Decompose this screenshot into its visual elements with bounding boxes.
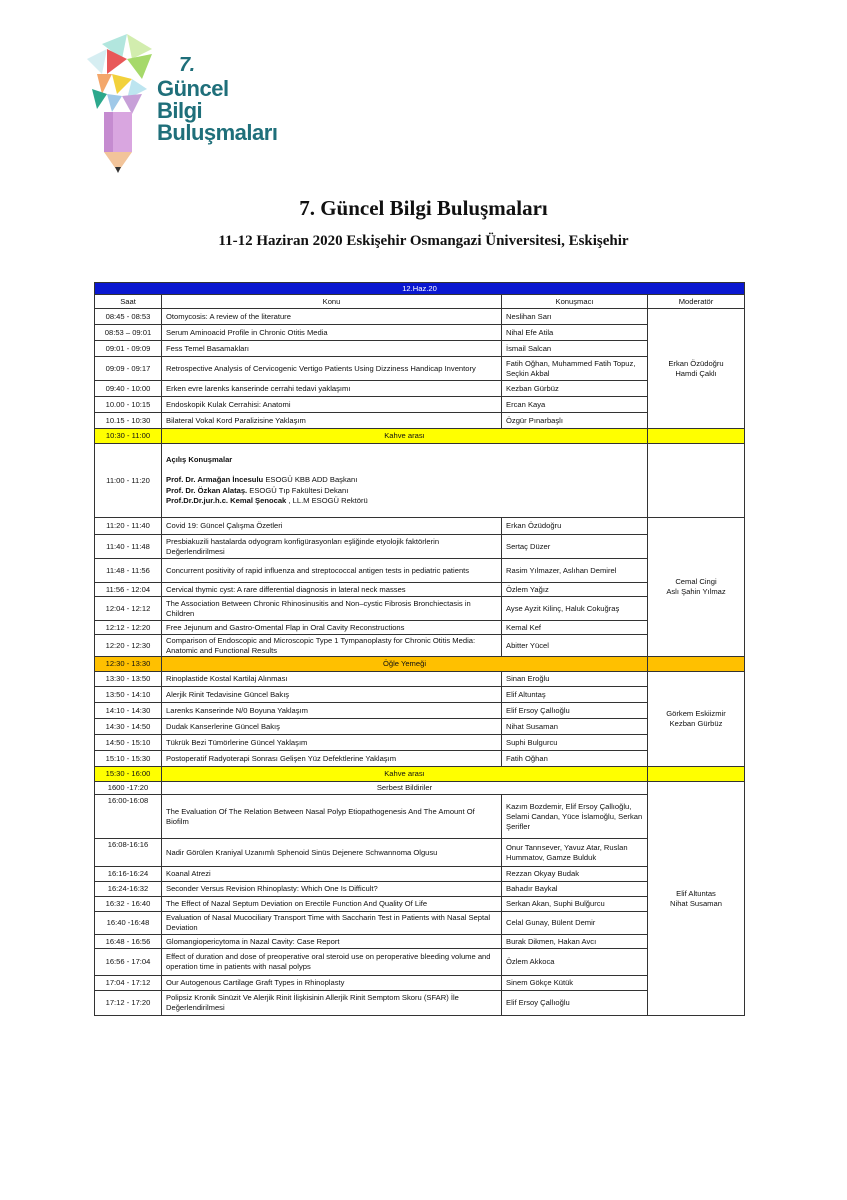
table-row xyxy=(95,897,745,912)
topic-cell: Dudak Kanserlerine Güncel Bakış xyxy=(162,719,502,735)
time-cell: 08:53 – 09:01 xyxy=(95,325,162,341)
time-cell: 16:08-16:16 xyxy=(95,839,162,867)
moderator-name: Görkem Eskiizmir xyxy=(666,709,726,718)
opening-speaker-name: Prof. Dr. Özkan Alataş. xyxy=(166,485,248,495)
topic-cell: Comparison of Endoscopic and Microscopic Type 1 Tympanoplasty for Chronic Otitis Media: Anatomic and Functional Results xyxy=(162,635,502,657)
time-cell: 16:00-16:08 xyxy=(95,795,162,839)
topic-cell: Concurrent positivity of rapid influenza and streptococcal antigen tests in pediatric patients xyxy=(162,559,502,583)
pencil-logo-icon xyxy=(82,34,162,174)
date-header-row xyxy=(95,283,745,295)
time-cell: 11:56 - 12:04 xyxy=(95,583,162,597)
speaker-cell: Suphi Bulgurcu xyxy=(502,735,648,751)
logo-number: 7. xyxy=(179,54,195,76)
speaker-cell: Sertaç Düzer xyxy=(502,535,648,559)
time-cell: 11:00 - 11:20 xyxy=(95,444,162,518)
table-row xyxy=(95,381,745,397)
table-row xyxy=(95,341,745,357)
topic-cell: Cervical thymic cyst: A rare differential diagnosis in lateral neck masses xyxy=(162,583,502,597)
time-cell: 16:24-16:32 xyxy=(95,882,162,897)
opening-speaker-name: Prof. Dr. Armağan İncesulu xyxy=(166,475,264,484)
break-row xyxy=(95,767,745,782)
topic-cell: Free Jejunum and Gastro-Omental Flap in Oral Cavity Reconstructions xyxy=(162,621,502,635)
time-cell: 12:20 - 12:30 xyxy=(95,635,162,657)
topic-cell: Rinoplastide Kostal Kartilaj Alınması xyxy=(162,672,502,687)
moderator-name: Erkan Özüdoğru xyxy=(668,358,724,368)
time-cell: 17:04 - 17:12 xyxy=(95,976,162,991)
time-cell: 12:04 - 12:12 xyxy=(95,597,162,621)
topic-cell: Polipsiz Kronik Sinüzit Ve Alerjik Rinit İlişkisinin Allerjik Rinit Semptom Skoru (SFAR) İle Değerlendirilmesi xyxy=(162,991,502,1016)
table-row xyxy=(95,397,745,413)
speaker-cell: Rasim Yılmazer, Aslıhan Demirel xyxy=(502,559,648,583)
topic-cell: Serum Aminoacid Profile in Chronic Otitis Media xyxy=(162,325,502,341)
time-cell: 09:09 - 09:17 xyxy=(95,357,162,381)
table-row xyxy=(95,751,745,767)
page-title: 7. Güncel Bilgi Buluşmaları xyxy=(299,196,548,220)
topic-cell: The Effect of Nazal Septum Deviation on Erectile Function And Quality Of Life xyxy=(162,897,502,912)
opening-speaker-name: Prof.Dr.Dr.jur.h.c. Kemal Şenocak xyxy=(166,496,287,505)
time-cell: 14:50 - 15:10 xyxy=(95,735,162,751)
time-cell: 09:40 - 10:00 xyxy=(95,381,162,397)
column-header: Konu xyxy=(162,295,502,309)
topic-cell: Seconder Versus Revision Rhinoplasty: Which One Is Difficult? xyxy=(162,882,502,897)
speaker-cell: Abitter Yücel xyxy=(502,635,648,657)
logo-line: Güncel xyxy=(157,76,229,101)
speaker-cell: Sinan Eroğlu xyxy=(502,672,648,687)
speaker-cell: Onur Tanrısever, Yavuz Atar, Ruslan Hummatov, Gamze Bulduk xyxy=(502,839,648,867)
speaker-cell: Fatih Oğhan, Muhammed Fatih Topuz, Seçkin Akbal xyxy=(502,357,648,381)
opening-speaker-role: ESOGÜ Tıp Fakültesi Dekanı xyxy=(249,485,349,495)
table-row xyxy=(95,935,745,949)
logo-line: Bilgi xyxy=(157,98,203,123)
free-papers-label: Serbest Bildiriler xyxy=(162,782,648,795)
program-table xyxy=(94,282,745,1016)
table-row xyxy=(95,949,745,976)
opening-speaker xyxy=(166,496,643,507)
time-cell: 15:10 - 15:30 xyxy=(95,751,162,767)
time-cell: 12:12 - 12:20 xyxy=(95,621,162,635)
moderator-name: Elif Altuntas xyxy=(676,888,716,898)
table-row xyxy=(95,309,745,325)
logo-line: Buluşmaları xyxy=(157,120,278,145)
moderator-name: Kezban Gürbüz xyxy=(669,719,723,728)
break-label: Kahve arası xyxy=(162,429,648,444)
table-row xyxy=(95,991,745,1016)
topic-cell: Alerjik Rinit Tedavisine Güncel Bakış xyxy=(162,687,502,703)
table-row xyxy=(95,325,745,341)
topic-cell: Presbiakuzili hastalarda odyogram konfigürasyonları eşliğinde etyolojik faktörlerin Değerlendirilmesi xyxy=(162,535,502,559)
table-row xyxy=(95,621,745,635)
speaker-cell: İsmail Salcan xyxy=(502,341,648,357)
speaker-cell: Serkan Akan, Suphi Bulğurcu xyxy=(502,897,648,912)
topic-cell: The Evaluation Of The Relation Between Nasal Polyp Etiopathogenesis And The Amount Of Biofilm xyxy=(162,795,502,839)
break-row xyxy=(95,429,745,444)
opening-speaker xyxy=(166,486,643,497)
table-row xyxy=(95,583,745,597)
moderator-cell xyxy=(648,518,745,657)
topic-cell: Erken evre larenks kanserinde cerrahi tedavi yaklaşımı xyxy=(162,381,502,397)
time-cell: 1600 -17:20 xyxy=(95,782,162,795)
opening-speaker xyxy=(166,475,643,486)
speaker-cell: Neslihan Sarı xyxy=(502,309,648,325)
time-cell: 13:30 - 13:50 xyxy=(95,672,162,687)
topic-cell: Fess Temel Basamakları xyxy=(162,341,502,357)
moderator-name: Aslı Şahin Yılmaz xyxy=(666,587,726,596)
speaker-cell: Elif Ersoy Çallıoğlu xyxy=(502,703,648,719)
speaker-cell: Nihal Efe Atila xyxy=(502,325,648,341)
opening-row xyxy=(95,444,745,518)
moderator-name: Nihat Susaman xyxy=(670,898,722,908)
time-cell: 11:40 - 11:48 xyxy=(95,535,162,559)
time-cell: 08:45 - 08:53 xyxy=(95,309,162,325)
time-cell: 14:30 - 14:50 xyxy=(95,719,162,735)
break-label: Kahve arası xyxy=(162,767,648,782)
moderator-name: Cemal Cingi xyxy=(675,577,717,586)
free-papers-header-row xyxy=(95,782,745,795)
table-row xyxy=(95,357,745,381)
table-row xyxy=(95,912,745,935)
time-cell: 16:40 -16:48 xyxy=(95,912,162,935)
speaker-cell: Bahadır Baykal xyxy=(502,882,648,897)
topic-cell: Effect of duration and dose of preoperative oral steroid use on peroperative bleeding volume and operation time in patients with nasal polyps xyxy=(162,949,502,976)
time-cell: 10.00 - 10:15 xyxy=(95,397,162,413)
moderator-cell xyxy=(648,309,745,429)
table-row xyxy=(95,672,745,687)
table-row xyxy=(95,559,745,583)
break-empty-cell xyxy=(648,767,745,782)
topic-cell: Tükrük Bezi Tümörlerine Güncel Yaklaşım xyxy=(162,735,502,751)
time-cell: 13:50 - 14:10 xyxy=(95,687,162,703)
speaker-cell: Elif Ersoy Çallıoğlu xyxy=(502,991,648,1016)
opening-speeches-cell xyxy=(162,444,648,518)
topic-cell: Postoperatif Radyoterapi Sonrası Gelişen Yüz Defektlerine Yaklaşım xyxy=(162,751,502,767)
break-row xyxy=(95,657,745,672)
opening-speaker-role: , LL.M ESOGÜ Rektörü xyxy=(288,496,368,505)
date-label: 12.Haz.20 xyxy=(95,283,745,295)
speaker-cell: Özlem Akkoca xyxy=(502,949,648,976)
break-time: 10:30 - 11:00 xyxy=(95,429,162,444)
table-row xyxy=(95,413,745,429)
opening-speaker-role: ESOGÜ KBB ADD Başkanı xyxy=(265,475,358,484)
table-row xyxy=(95,518,745,535)
time-cell: 16:32 - 16:40 xyxy=(95,897,162,912)
moderator-name: Hamdi Çaklı xyxy=(675,368,717,378)
time-cell: 10.15 - 10:30 xyxy=(95,413,162,429)
time-cell: 14:10 - 14:30 xyxy=(95,703,162,719)
time-cell: 11:48 - 11:56 xyxy=(95,559,162,583)
speaker-cell: Celal Gunay, Bülent Demir xyxy=(502,912,648,935)
topic-cell: Glomangiopericytoma in Nazal Cavity: Case Report xyxy=(162,935,502,949)
table-row xyxy=(95,635,745,657)
column-header-row xyxy=(95,295,745,309)
break-empty-cell xyxy=(648,429,745,444)
break-empty-cell xyxy=(648,657,745,672)
speaker-cell: Kemal Kef xyxy=(502,621,648,635)
speaker-cell: Ercan Kaya xyxy=(502,397,648,413)
table-row xyxy=(95,687,745,703)
table-row xyxy=(95,597,745,621)
speaker-cell: Burak Dikmen, Hakan Avcı xyxy=(502,935,648,949)
break-time: 15:30 - 16:00 xyxy=(95,767,162,782)
speaker-cell: Ayse Ayzit Kilinç, Haluk Cokuğraş xyxy=(502,597,648,621)
table-row xyxy=(95,867,745,882)
speaker-cell: Özlem Yağız xyxy=(502,583,648,597)
speaker-cell: Sinem Gökçe Kütük xyxy=(502,976,648,991)
time-cell: 17:12 - 17:20 xyxy=(95,991,162,1016)
speaker-cell: Fatih Oğhan xyxy=(502,751,648,767)
speaker-cell: Nihat Susaman xyxy=(502,719,648,735)
column-header: Konuşmacı xyxy=(502,295,648,309)
topic-cell: The Association Between Chronic Rhinosinusitis and Non–cystic Fibrosis Bronchiectasis in Children xyxy=(162,597,502,621)
column-header: Saat xyxy=(95,295,162,309)
time-cell: 16:16-16:24 xyxy=(95,867,162,882)
topic-cell: Larenks Kanserinde N/0 Boyuna Yaklaşım xyxy=(162,703,502,719)
topic-cell: Retrospective Analysis of Cervicogenic Vertigo Patients Using Dizziness Handicap Inventory xyxy=(162,357,502,381)
opening-heading: Açılış Konuşmalar xyxy=(166,454,233,464)
speaker-cell: Rezzan Okyay Budak xyxy=(502,867,648,882)
break-label: Öğle Yemeği xyxy=(162,657,648,672)
column-header: Moderatör xyxy=(648,295,745,309)
moderator-cell xyxy=(648,782,745,1016)
topic-cell: Our Autogenous Cartilage Graft Types in Rhinoplasty xyxy=(162,976,502,991)
speaker-cell: Elif Altuntaş xyxy=(502,687,648,703)
time-cell: 16:48 - 16:56 xyxy=(95,935,162,949)
empty-moderator-cell xyxy=(648,444,745,518)
table-row xyxy=(95,839,745,867)
topic-cell: Covid 19: Güncel Çalışma Özetleri xyxy=(162,518,502,535)
topic-cell: Koanal Atrezi xyxy=(162,867,502,882)
table-row xyxy=(95,976,745,991)
speaker-cell: Kezban Gürbüz xyxy=(502,381,648,397)
table-row xyxy=(95,882,745,897)
topic-cell: Otomycosis: A review of the literature xyxy=(162,309,502,325)
table-row xyxy=(95,535,745,559)
time-cell: 11:20 - 11:40 xyxy=(95,518,162,535)
table-row xyxy=(95,703,745,719)
speaker-cell: Erkan Özüdoğru xyxy=(502,518,648,535)
table-row xyxy=(95,795,745,839)
time-cell: 16:56 - 17:04 xyxy=(95,949,162,976)
topic-cell: Endoskopik Kulak Cerrahisi: Anatomi xyxy=(162,397,502,413)
speaker-cell: Özgür Pınarbaşlı xyxy=(502,413,648,429)
topic-cell: Bilateral Vokal Kord Paralizisine Yaklaşım xyxy=(162,413,502,429)
table-row xyxy=(95,735,745,751)
table-row xyxy=(95,719,745,735)
moderator-cell xyxy=(648,672,745,767)
time-cell: 09:01 - 09:09 xyxy=(95,341,162,357)
topic-cell: Evaluation of Nasal Mucociliary Transport Time with Saccharin Test in Patients with Nasal Septal Deviation xyxy=(162,912,502,935)
speaker-cell: Kazım Bozdemir, Elif Ersoy Çallıoğlu, Selami Candan, Yüce İslamoğlu, Serkan Şerifler xyxy=(502,795,648,839)
logo-text xyxy=(157,54,277,144)
break-time: 12:30 - 13:30 xyxy=(95,657,162,672)
topic-cell: Nadir Görülen Kraniyal Uzanımlı Sphenoid Sinüs Dejenere Schwannoma Olgusu xyxy=(162,839,502,867)
page-subtitle: 11-12 Haziran 2020 Eskişehir Osmangazi Üniversitesi, Eskişehir xyxy=(218,233,629,249)
